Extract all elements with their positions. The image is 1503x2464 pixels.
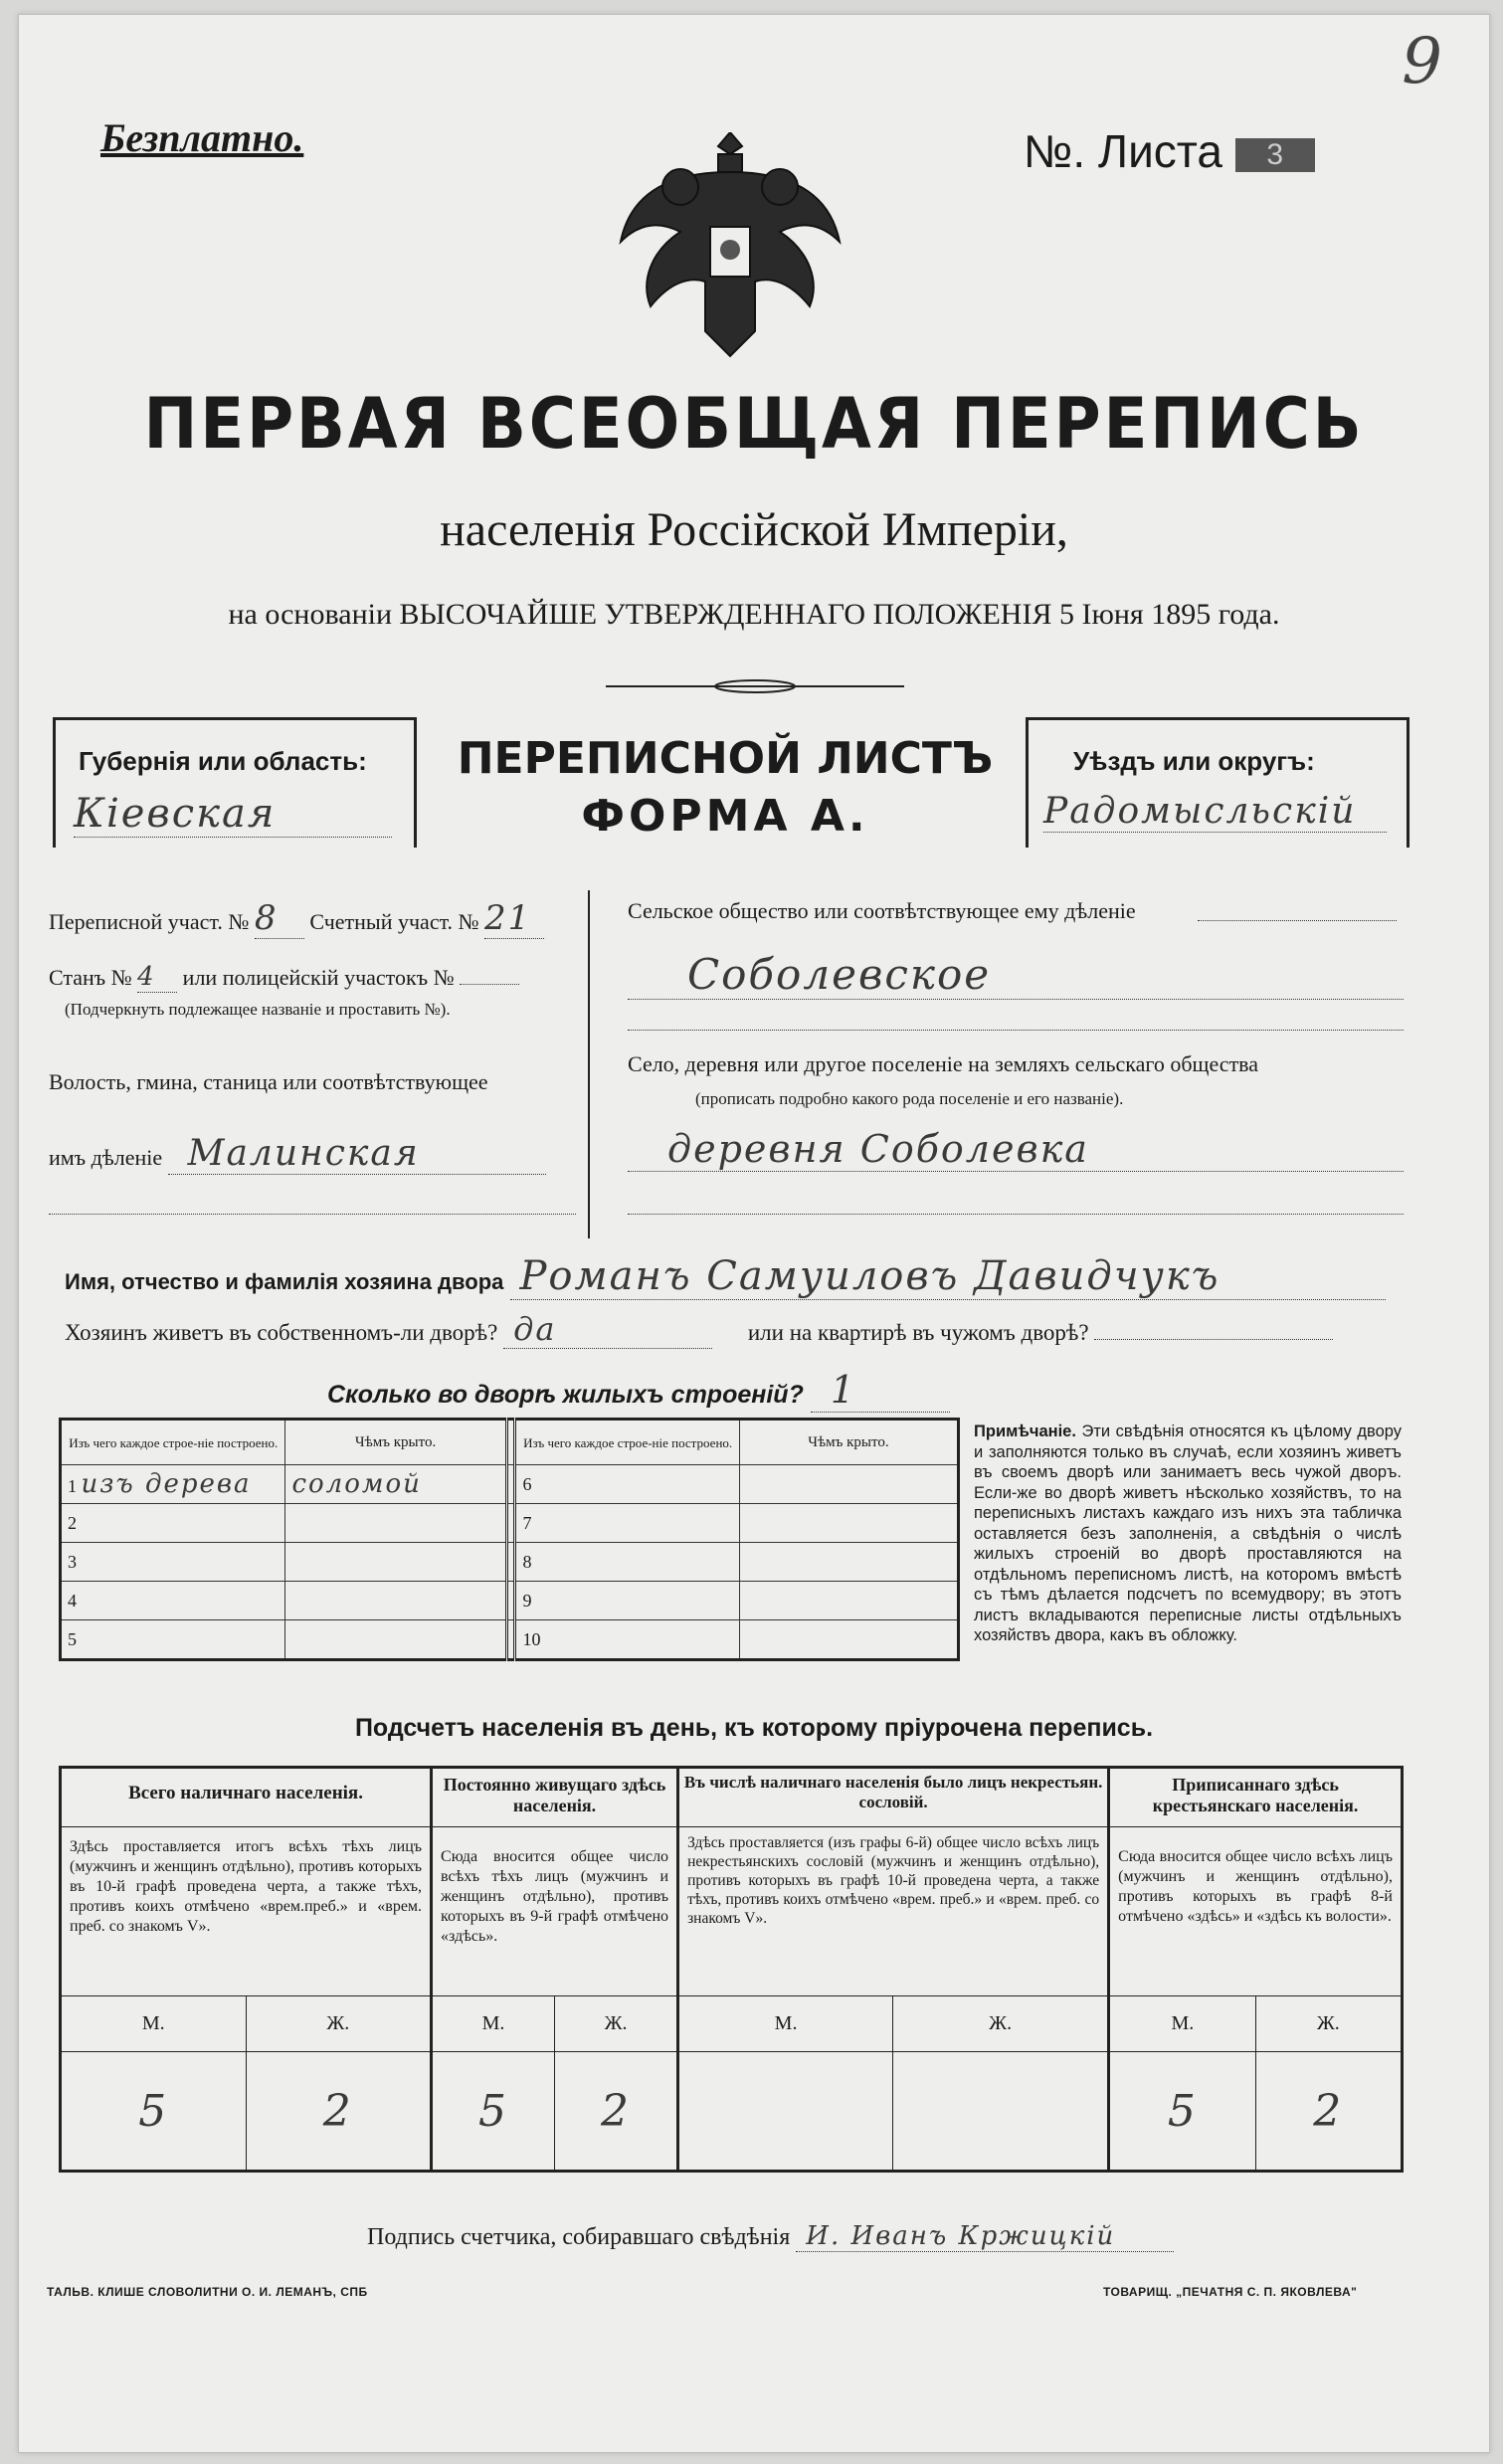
permanent-male-value: 5: [432, 2052, 555, 2172]
stan-note: (Подчеркнуть подлежащее названіе и проставить №).: [65, 1000, 451, 1019]
owner-row: Имя, отчество и фамилія хозяина двора Романъ Самуиловъ Давидчукъ: [65, 1253, 1386, 1300]
f-header: Ж.: [246, 1996, 432, 2052]
roof-value: соломой: [291, 1469, 422, 1499]
own-yard-row: Хозяинъ живетъ въ собственномъ-ли дворѣ? да или на квартирѣ въ чужомъ дворѣ?: [65, 1310, 1333, 1349]
buildings-row: Сколько во дворѣ жилыхъ строеній? 1: [327, 1368, 950, 1413]
district-value: Радомысльскій: [1043, 791, 1387, 833]
province-label: Губернія или область:: [79, 746, 367, 776]
row-number: 3: [61, 1543, 285, 1582]
column-divider: [588, 890, 590, 1238]
census-district-row: Переписной участ. № 8 Счетный участ. № 21: [49, 898, 544, 939]
stan-value: 4: [137, 962, 177, 993]
m-header: М.: [1109, 1996, 1255, 2052]
pop-col-total-desc: Здѣсь проставляется итогъ всѣхъ тѣхъ лицъ (мужчинъ и женщинъ отдѣльно), противъ которыхъ въ 10-й графѣ проведена черта, а также тѣхъ, противъ коихъ отмѣчено «врем.преб.» и «врем. преб. со знакомъ V».: [61, 1827, 432, 1996]
footer-right: ТОВАРИЩ. „ПЕЧАТНЯ С. П. ЯКОВЛЕВА": [1103, 2285, 1358, 2299]
table-row: 1 изъ дерева соломой 6: [61, 1465, 959, 1504]
table-row: [61, 1582, 959, 1620]
m-header: М.: [432, 1996, 555, 2052]
buildings-col-material-2: Изъ чего каждое строе-ніе построено.: [515, 1420, 739, 1465]
peasant-male-value: 5: [1109, 2052, 1255, 2172]
row-number: 10: [515, 1620, 739, 1660]
note-text: Эти свѣдѣнія относятся къ цѣлому двору и заполняются только въ случаѣ, если хозяинъ живетъ въ своемъ дворѣ или занимаетъ весь чужой дворъ. Если-же во дворѣ живетъ нѣсколько хозяйствъ, то на переписныхъ листахъ каждаго изъ нихъ эта табличка оставляется безъ заполненія, а свѣдѣнія о числѣ жилыхъ строеній во дворѣ проставляются на отдѣльномъ переписномъ листѣ, на которомъ вмѣстѣ съ тѣмъ дѣлается подсчетъ по всемудвору; въ этотъ листъ вкладываются переписные листы отдѣльныхъ хозяйствъ двора, какъ въ обложку.: [974, 1422, 1402, 1644]
page-number: 9: [1402, 25, 1444, 98]
buildings-col-roof: Чѣмъ крыто.: [285, 1420, 506, 1465]
noncrest-male-value: [678, 2052, 893, 2172]
count-district-value: 21: [484, 898, 544, 939]
buildings-col-material: Изъ чего каждое строе-ніе построено.: [61, 1420, 285, 1465]
sheet-number-label: №. Листа 3: [1024, 124, 1315, 178]
row-number: 7: [515, 1504, 739, 1543]
row-number: 9: [515, 1582, 739, 1620]
pop-col-noncrest-desc: Здѣсь проставляется (изъ графы 6-й) общее число всѣхъ лицъ некрестьянскихъ сословій (мужчинъ и женщинъ отдѣльно), противъ которыхъ въ графѣ 10-й проведена черта, а также тѣхъ, противъ коихъ отмѣчено «врем. преб.» и «врем. преб. со знакомъ V».: [678, 1827, 1109, 1996]
subtitle: населенія Россійской Имперіи,: [440, 503, 1068, 556]
total-male-value: 5: [61, 2052, 247, 2172]
society-extra-line: [628, 1030, 1404, 1031]
volost-value: Малинская: [168, 1133, 546, 1175]
volost-label-1: Волость, гмина, станица или соотвѣтствующее: [49, 1069, 488, 1094]
pop-col-peasant-desc: Сюда вносится общее число всѣхъ лицъ (мужчинъ и женщинъ отдѣльно), противъ которыхъ въ графѣ 8-й отмѣчено «здѣсь» и «здѣсь къ волости».: [1109, 1827, 1403, 1996]
row-number: 6: [515, 1465, 739, 1504]
pop-col-noncrest-title: Въ числѣ наличнаго населенія было лицъ некрестьян. сословій.: [678, 1768, 1109, 1827]
own-yard-value: да: [503, 1310, 712, 1349]
buildings-col-roof-2: Чѣмъ крыто.: [739, 1420, 958, 1465]
row-number: 4: [61, 1582, 285, 1620]
buildings-value: 1: [811, 1368, 950, 1413]
pop-col-total-title: Всего наличнаго населенія.: [61, 1768, 432, 1827]
main-title: ПЕРВАЯ ВСЕОБЩАЯ ПЕРЕПИСЬ: [143, 383, 1365, 465]
buildings-note: [974, 1422, 1402, 1646]
form-title: ПЕРЕПИСНОЙ ЛИСТЪ: [457, 733, 994, 784]
population-heading: Подсчетъ населенія въ день, къ которому пріурочена перепись.: [354, 1714, 1154, 1742]
pop-col-permanent-title: Постоянно живущаго здѣсь населенія.: [432, 1768, 678, 1827]
society-label: Сельское общество или соотвѣтствующее ему дѣленіе: [628, 898, 1136, 923]
free-label: Безплатно.: [100, 115, 304, 160]
table-row: [61, 1543, 959, 1582]
row-number: 2: [61, 1504, 285, 1543]
basis-line: на основаніи ВЫСОЧАЙШЕ УТВЕРЖДЕННАГО ПОЛОЖЕНІЯ 5 Іюня 1895 года.: [228, 598, 1280, 631]
district-label: Уѣздъ или округъ:: [1073, 746, 1315, 776]
row-number: 5: [61, 1620, 285, 1660]
signature-value: И. Иванъ Кржицкій: [796, 2221, 1174, 2252]
row-number: 8: [515, 1543, 739, 1582]
volost-row: имъ дѣленіе Малинская: [49, 1133, 546, 1175]
ornament-divider: [606, 679, 904, 693]
peasant-female-value: 2: [1255, 2052, 1402, 2172]
owner-value: Романъ Самуиловъ Давидчукъ: [510, 1253, 1386, 1300]
buildings-table: [59, 1418, 960, 1661]
village-note: (прописать подробно какого рода поселеніе и его названіе).: [695, 1089, 1124, 1108]
village-extra-line: [628, 1214, 1404, 1215]
note-title: Примѣчаніе.: [974, 1422, 1076, 1440]
volost-extra-line: [49, 1214, 576, 1215]
f-header: Ж.: [893, 1996, 1109, 2052]
material-value: изъ дерева: [81, 1469, 252, 1499]
sheet-number-value: 3: [1235, 138, 1315, 172]
f-header: Ж.: [1255, 1996, 1402, 2052]
table-row: [61, 1504, 959, 1543]
signature-row: Подпись счетчика, собиравшаго свѣдѣнія И. Иванъ Кржицкій: [367, 2221, 1174, 2252]
province-value: Кіевская: [74, 791, 392, 838]
society-line: [1198, 920, 1397, 921]
stan-row: Станъ № 4 или полицейскій участокъ №: [49, 962, 519, 993]
population-table: [59, 1766, 1404, 2173]
form-code: ФОРМА А.: [581, 791, 869, 842]
total-female-value: 2: [246, 2052, 432, 2172]
census-district-value: 8: [255, 898, 304, 939]
census-sheet: [18, 14, 1490, 2453]
footer-left: ТАЛЬВ. КЛИШЕ СЛОВОЛИТНИ О. И. ЛЕМАНЪ, СПБ: [47, 2285, 368, 2299]
society-value: Соболевское: [628, 950, 1404, 1000]
pop-col-peasant-title: Приписаннаго здѣсь крестьянскаго населенія.: [1109, 1768, 1403, 1827]
double-headed-eagle-icon: [611, 132, 849, 361]
village-value: деревня Соболевка: [628, 1127, 1404, 1172]
f-header: Ж.: [555, 1996, 678, 2052]
noncrest-female-value: [893, 2052, 1109, 2172]
m-header: М.: [61, 1996, 247, 2052]
permanent-female-value: 2: [555, 2052, 678, 2172]
village-label: Село, деревня или другое поселеніе на земляхъ сельскаго общества: [628, 1051, 1259, 1076]
m-header: М.: [678, 1996, 893, 2052]
pop-col-permanent-desc: Сюда вносится общее число всѣхъ тѣхъ лицъ (мужчинъ и женщинъ отдѣльно), противъ которыхъ въ 9-й графѣ отмѣчено «здѣсь».: [432, 1827, 678, 1996]
table-row: [61, 1620, 959, 1660]
